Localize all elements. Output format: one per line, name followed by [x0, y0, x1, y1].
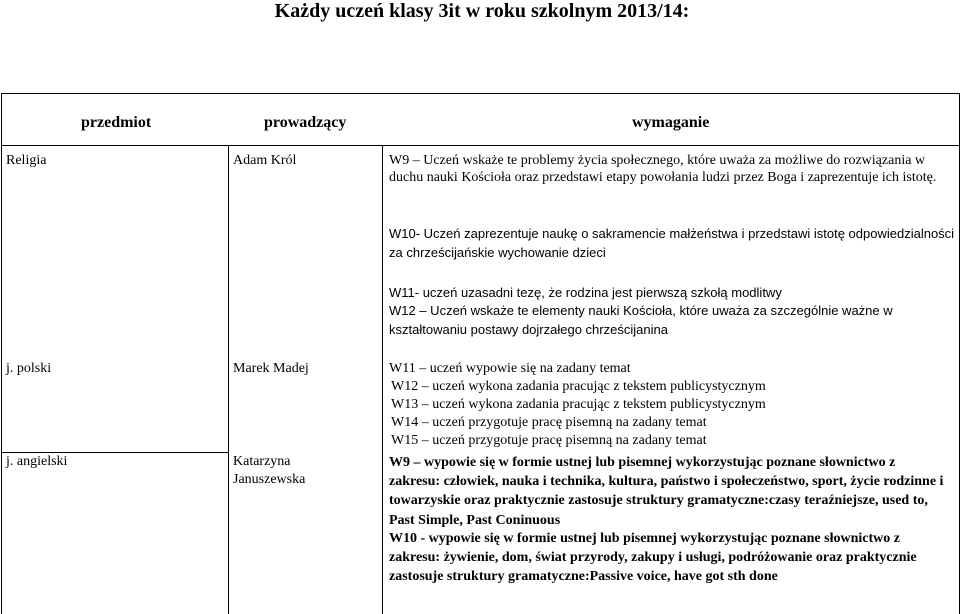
- subject-religia: Religia: [6, 153, 47, 168]
- requirement-religia-w10: W10- Uczeń zaprezentuje naukę o sakramencie małżeństwa i przedstawi istotę odpowiedzialności za chrześcijańskie wychowanie dzieci: [389, 226, 955, 260]
- document-title: Każdy uczeń klasy 3it w roku szkolnym 2013/14:: [274, 0, 690, 22]
- subject-polski: j. polski: [6, 361, 52, 376]
- requirement-religia-w11: W11- uczeń uzasadni tezę, że rodzina jest pierwszą szkołą modlitwy: [389, 285, 782, 300]
- column-divider-requirement: [382, 145, 383, 614]
- header-requirement: wymaganie: [632, 114, 710, 131]
- requirement-polski-w15: W15 – uczeń przygotuje pracę pisemną na zadany temat: [391, 433, 707, 448]
- column-divider-teacher: [228, 145, 229, 614]
- requirement-angielski-w9: W9 – wypowie się w formie ustnej lub pisemnej wykorzystując poznane słownictwo z zakresu: człowiek, nauka i technika, kultura, państwo i społeczeństwo, sport, życie rodzinne i towarzyskie oraz praktycznie zastosuje struktury gramatyczne:czasy teraźniejsze, used to, Past Simple, Past Coninuous: [389, 455, 944, 528]
- teacher-angielski: Katarzyna Januszewska: [233, 454, 306, 487]
- teacher-religia: Adam Król: [233, 153, 297, 168]
- requirement-polski-w14: W14 – uczeń przygotuje pracę pisemną na zadany temat: [391, 415, 707, 430]
- requirement-religia-w12: W12 – Uczeń wskaże te elementy nauki Kościoła, które uważa za szczególnie ważne w kształtowaniu postawy dojrzałego chrześcijanina: [389, 303, 893, 337]
- header-divider: [2, 145, 959, 146]
- header-teacher: prowadzący: [264, 114, 347, 131]
- header-subject: przedmiot: [81, 114, 152, 131]
- requirement-polski-w11: W11 – uczeń wypowie się na zadany temat: [389, 361, 631, 376]
- subject-angielski: j. angielski: [6, 454, 68, 469]
- requirement-religia-w9: W9 – Uczeń wskaże te problemy życia społecznego, które uważa za możliwe do rozwiązania w duchu nauki Kościoła oraz przedstawi etapy powołania ludzi przez Boga i zaprezentuje ich istotę.: [389, 153, 937, 186]
- requirements-table: [1, 93, 960, 614]
- requirement-polski-w13: W13 – uczeń wykona zadania pracując z tekstem publicystycznym: [391, 397, 766, 412]
- requirement-angielski-w10: W10 - wypowie się w formie ustnej lub pisemnej wykorzystując poznane słownictwo z zakresu: żywienie, dom, świat przyrody, zakupy i usługi, podróżowanie oraz praktycznie zastosuje struktury gramatyczne:Passive voice, have got sth done: [389, 531, 917, 585]
- teacher-polski: Marek Madej: [233, 361, 309, 376]
- requirement-polski-w12: W12 – uczeń wykona zadania pracując z tekstem publicystycznym: [391, 379, 766, 394]
